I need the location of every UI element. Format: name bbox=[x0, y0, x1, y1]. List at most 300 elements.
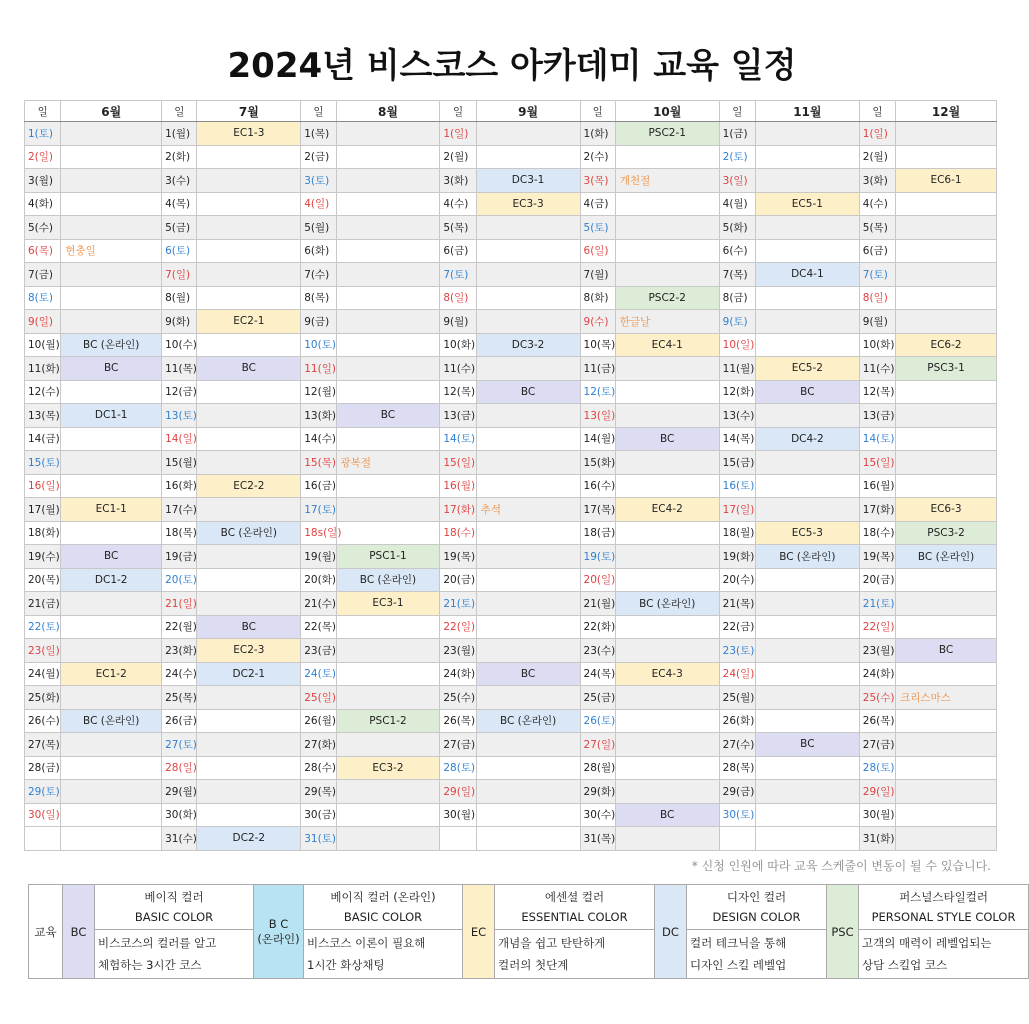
empty-cell bbox=[476, 521, 580, 545]
day-cell: 29(월) bbox=[162, 780, 197, 804]
day-cell: 17(일) bbox=[719, 498, 755, 522]
holiday-cell bbox=[615, 310, 719, 334]
empty-cell bbox=[615, 145, 719, 169]
day-cell bbox=[719, 827, 755, 851]
empty-cell bbox=[197, 169, 301, 193]
legend-desc-line: 디자인 스킬 레벨업 bbox=[690, 958, 787, 972]
event-cell: PSC1-2 bbox=[336, 709, 440, 733]
event-cell: EC1-2 bbox=[61, 662, 162, 686]
day-cell: 17(목) bbox=[580, 498, 615, 522]
day-cell: 9(토) bbox=[719, 310, 755, 334]
day-cell: 14(토) bbox=[859, 427, 895, 451]
empty-cell bbox=[755, 474, 859, 498]
day-cell: 1(목) bbox=[301, 122, 336, 146]
day-cell: 16(일) bbox=[25, 474, 61, 498]
empty-cell bbox=[336, 380, 440, 404]
event-cell: BC bbox=[755, 380, 859, 404]
day-cell: 17(월) bbox=[25, 498, 61, 522]
empty-cell bbox=[336, 662, 440, 686]
empty-cell bbox=[61, 521, 162, 545]
day-cell: 17(화) bbox=[440, 498, 476, 522]
day-cell bbox=[440, 827, 476, 851]
day-cell: 21(수) bbox=[301, 592, 336, 616]
event-cell: EC4-1 bbox=[615, 333, 719, 357]
event-cell: BC bbox=[197, 615, 301, 639]
empty-cell bbox=[896, 568, 997, 592]
day-cell: 31(목) bbox=[580, 827, 615, 851]
legend-course-name bbox=[687, 885, 827, 930]
event-cell: DC4-2 bbox=[755, 427, 859, 451]
event-cell: DC4-1 bbox=[755, 263, 859, 287]
event-cell: DC3-2 bbox=[476, 333, 580, 357]
empty-cell bbox=[336, 780, 440, 804]
day-cell: 24(월) bbox=[25, 662, 61, 686]
day-cell: 21(토) bbox=[859, 592, 895, 616]
empty-cell bbox=[336, 615, 440, 639]
day-cell: 28(토) bbox=[440, 756, 476, 780]
empty-cell bbox=[61, 827, 162, 851]
event-cell: EC1-3 bbox=[197, 122, 301, 146]
calendar-row bbox=[25, 662, 997, 686]
day-cell: 23(수) bbox=[580, 639, 615, 663]
day-column-header: 일 bbox=[301, 101, 336, 122]
empty-cell bbox=[476, 310, 580, 334]
day-cell: 3(토) bbox=[301, 169, 336, 193]
day-cell: 15(일) bbox=[440, 451, 476, 475]
legend-course-name bbox=[304, 885, 463, 930]
day-cell: 13(목) bbox=[25, 404, 61, 428]
day-cell: 11(화) bbox=[25, 357, 61, 381]
empty-cell bbox=[896, 474, 997, 498]
day-cell: 5(목) bbox=[859, 216, 895, 240]
calendar-row bbox=[25, 333, 997, 357]
day-cell: 4(목) bbox=[162, 192, 197, 216]
holiday-cell bbox=[896, 686, 997, 710]
empty-cell bbox=[896, 216, 997, 240]
empty-cell bbox=[755, 568, 859, 592]
day-cell: 18(월) bbox=[719, 521, 755, 545]
empty-cell bbox=[755, 498, 859, 522]
day-cell: 19(토) bbox=[580, 545, 615, 569]
empty-cell bbox=[61, 451, 162, 475]
day-cell: 26(목) bbox=[440, 709, 476, 733]
empty-cell bbox=[336, 122, 440, 146]
empty-cell bbox=[476, 451, 580, 475]
calendar-row bbox=[25, 803, 997, 827]
day-cell: 1(토) bbox=[25, 122, 61, 146]
empty-cell bbox=[476, 427, 580, 451]
calendar-row bbox=[25, 169, 997, 193]
day-cell: 31(토) bbox=[301, 827, 336, 851]
event-cell: PSC3-2 bbox=[896, 521, 997, 545]
empty-cell bbox=[615, 404, 719, 428]
empty-cell bbox=[896, 427, 997, 451]
legend-course-name bbox=[859, 885, 1029, 930]
day-cell: 19(화) bbox=[719, 545, 755, 569]
legend-course-name bbox=[95, 885, 254, 930]
event-cell: BC (온라인) bbox=[615, 592, 719, 616]
holiday-cell bbox=[476, 498, 580, 522]
event-cell: BC (온라인) bbox=[336, 568, 440, 592]
day-cell: 25(일) bbox=[301, 686, 336, 710]
empty-cell bbox=[197, 286, 301, 310]
day-cell: 27(화) bbox=[301, 733, 336, 757]
event-cell: BC (온라인) bbox=[61, 333, 162, 357]
empty-cell bbox=[61, 427, 162, 451]
day-cell: 23(금) bbox=[301, 639, 336, 663]
event-cell: EC6-1 bbox=[896, 169, 997, 193]
day-cell: 11(목) bbox=[162, 357, 197, 381]
day-cell: 14(토) bbox=[440, 427, 476, 451]
calendar-row bbox=[25, 145, 997, 169]
day-cell: 18s(일) bbox=[301, 521, 336, 545]
month-header: 8월 bbox=[336, 101, 440, 122]
day-cell: 20(금) bbox=[440, 568, 476, 592]
empty-cell bbox=[615, 709, 719, 733]
day-cell: 19(목) bbox=[440, 545, 476, 569]
day-cell: 21(토) bbox=[440, 592, 476, 616]
calendar-row bbox=[25, 380, 997, 404]
legend-desc-line: 상담 스킬업 코스 bbox=[862, 958, 948, 972]
day-cell: 6(금) bbox=[440, 239, 476, 263]
day-cell: 12(금) bbox=[162, 380, 197, 404]
day-cell: 3(화) bbox=[440, 169, 476, 193]
legend-desc-line: 체험하는 3시간 코스 bbox=[98, 958, 202, 972]
legend-header-row bbox=[29, 885, 1029, 930]
legend-name-kr: 베이직 컬러 (온라인) bbox=[330, 890, 436, 904]
empty-cell bbox=[336, 427, 440, 451]
day-cell: 11(금) bbox=[580, 357, 615, 381]
day-cell: 29(일) bbox=[859, 780, 895, 804]
day-cell: 7(수) bbox=[301, 263, 336, 287]
day-cell: 28(토) bbox=[859, 756, 895, 780]
empty-cell bbox=[896, 451, 997, 475]
legend-course-name bbox=[495, 885, 655, 930]
day-cell: 14(금) bbox=[25, 427, 61, 451]
day-cell: 11(월) bbox=[719, 357, 755, 381]
day-cell: 10(수) bbox=[162, 333, 197, 357]
day-cell: 4(화) bbox=[25, 192, 61, 216]
day-cell: 28(목) bbox=[719, 756, 755, 780]
empty-cell bbox=[197, 568, 301, 592]
day-cell: 22(화) bbox=[580, 615, 615, 639]
empty-cell bbox=[755, 686, 859, 710]
day-cell: 2(화) bbox=[162, 145, 197, 169]
day-cell: 18(수) bbox=[440, 521, 476, 545]
day-cell: 24(일) bbox=[719, 662, 755, 686]
empty-cell bbox=[615, 521, 719, 545]
empty-cell bbox=[476, 756, 580, 780]
day-cell: 21(월) bbox=[580, 592, 615, 616]
empty-cell bbox=[615, 639, 719, 663]
day-cell: 3(일) bbox=[719, 169, 755, 193]
empty-cell bbox=[61, 592, 162, 616]
day-cell: 13(금) bbox=[440, 404, 476, 428]
empty-cell bbox=[896, 380, 997, 404]
calendar-row bbox=[25, 357, 997, 381]
day-cell: 22(일) bbox=[859, 615, 895, 639]
day-cell: 21(금) bbox=[25, 592, 61, 616]
empty-cell bbox=[476, 286, 580, 310]
event-cell: EC3-1 bbox=[336, 592, 440, 616]
empty-cell bbox=[615, 733, 719, 757]
holiday-cell bbox=[615, 169, 719, 193]
day-cell: 24(수) bbox=[162, 662, 197, 686]
empty-cell bbox=[336, 145, 440, 169]
day-cell: 26(화) bbox=[719, 709, 755, 733]
event-cell: PSC2-2 bbox=[615, 286, 719, 310]
empty-cell bbox=[476, 357, 580, 381]
empty-cell bbox=[336, 239, 440, 263]
calendar-row bbox=[25, 263, 997, 287]
day-cell: 23(토) bbox=[719, 639, 755, 663]
empty-cell bbox=[896, 239, 997, 263]
empty-cell bbox=[896, 615, 997, 639]
empty-cell bbox=[755, 239, 859, 263]
empty-cell bbox=[615, 568, 719, 592]
calendar-row bbox=[25, 498, 997, 522]
empty-cell bbox=[197, 451, 301, 475]
empty-cell bbox=[755, 333, 859, 357]
empty-cell bbox=[197, 263, 301, 287]
day-cell: 16(월) bbox=[859, 474, 895, 498]
legend-name-kr: 퍼스널스타일컬러 bbox=[899, 890, 988, 904]
empty-cell bbox=[336, 192, 440, 216]
day-cell: 26(토) bbox=[580, 709, 615, 733]
empty-cell bbox=[61, 780, 162, 804]
event-cell: EC3-3 bbox=[476, 192, 580, 216]
day-cell: 19(목) bbox=[859, 545, 895, 569]
empty-cell bbox=[755, 756, 859, 780]
empty-cell bbox=[896, 780, 997, 804]
day-cell: 8(금) bbox=[719, 286, 755, 310]
month-header: 11월 bbox=[755, 101, 859, 122]
day-cell: 24(화) bbox=[440, 662, 476, 686]
holiday-cell bbox=[336, 451, 440, 475]
day-cell: 29(화) bbox=[580, 780, 615, 804]
legend-name-kr: 디자인 컬러 bbox=[726, 890, 787, 904]
empty-cell bbox=[755, 827, 859, 851]
day-cell: 22(일) bbox=[440, 615, 476, 639]
empty-cell bbox=[197, 404, 301, 428]
empty-cell bbox=[476, 404, 580, 428]
day-cell: 4(금) bbox=[580, 192, 615, 216]
day-cell: 15(화) bbox=[580, 451, 615, 475]
empty-cell bbox=[197, 780, 301, 804]
empty-cell bbox=[755, 803, 859, 827]
event-cell: BC (온라인) bbox=[197, 521, 301, 545]
empty-cell bbox=[61, 380, 162, 404]
empty-cell bbox=[755, 639, 859, 663]
empty-cell bbox=[476, 145, 580, 169]
day-cell: 2(월) bbox=[440, 145, 476, 169]
event-cell: BC (온라인) bbox=[896, 545, 997, 569]
empty-cell bbox=[336, 216, 440, 240]
empty-cell bbox=[61, 192, 162, 216]
empty-cell bbox=[61, 639, 162, 663]
day-cell: 3(월) bbox=[25, 169, 61, 193]
empty-cell bbox=[336, 286, 440, 310]
event-cell: EC5-3 bbox=[755, 521, 859, 545]
day-cell: 12(수) bbox=[25, 380, 61, 404]
day-cell: 5(수) bbox=[25, 216, 61, 240]
day-cell: 1(일) bbox=[859, 122, 895, 146]
day-cell: 18(화) bbox=[25, 521, 61, 545]
day-cell: 22(목) bbox=[301, 615, 336, 639]
calendar-row bbox=[25, 545, 997, 569]
empty-cell bbox=[896, 192, 997, 216]
day-column-header: 일 bbox=[162, 101, 197, 122]
day-cell: 12(목) bbox=[440, 380, 476, 404]
day-cell: 10(화) bbox=[859, 333, 895, 357]
empty-cell bbox=[896, 263, 997, 287]
empty-cell bbox=[336, 803, 440, 827]
legend-desc-line: 1시간 화상채팅 bbox=[307, 958, 385, 972]
event-cell: EC3-2 bbox=[336, 756, 440, 780]
page-title: 2024년 비스코스 아카데미 교육 일정 bbox=[227, 46, 797, 86]
empty-cell bbox=[896, 709, 997, 733]
empty-cell bbox=[61, 263, 162, 287]
empty-cell bbox=[476, 239, 580, 263]
event-cell: EC6-2 bbox=[896, 333, 997, 357]
empty-cell bbox=[755, 145, 859, 169]
day-cell: 3(목) bbox=[580, 169, 615, 193]
empty-cell bbox=[336, 498, 440, 522]
calendar-row bbox=[25, 709, 997, 733]
calendar-row bbox=[25, 216, 997, 240]
day-cell: 25(수) bbox=[859, 686, 895, 710]
day-cell: 17(수) bbox=[162, 498, 197, 522]
legend-desc-line: 고객의 매력이 레벨업되는 bbox=[862, 936, 992, 950]
empty-cell bbox=[61, 122, 162, 146]
day-cell: 2(수) bbox=[580, 145, 615, 169]
empty-cell bbox=[197, 145, 301, 169]
day-cell: 9(수) bbox=[580, 310, 615, 334]
legend-desc-line: 비스코스 이론이 필요해 bbox=[307, 936, 426, 950]
calendar-row bbox=[25, 286, 997, 310]
day-cell: 19(수) bbox=[25, 545, 61, 569]
day-cell: 24(목) bbox=[580, 662, 615, 686]
day-cell: 13(토) bbox=[162, 404, 197, 428]
day-cell: 23(월) bbox=[859, 639, 895, 663]
day-cell: 20(일) bbox=[580, 568, 615, 592]
day-cell bbox=[25, 827, 61, 851]
day-cell: 15(토) bbox=[25, 451, 61, 475]
month-header: 7월 bbox=[197, 101, 301, 122]
event-cell: BC (온라인) bbox=[755, 545, 859, 569]
day-cell: 2(월) bbox=[859, 145, 895, 169]
legend-description bbox=[495, 930, 655, 979]
day-cell: 16(토) bbox=[719, 474, 755, 498]
day-cell: 23(월) bbox=[440, 639, 476, 663]
empty-cell bbox=[896, 122, 997, 146]
day-cell: 22(월) bbox=[162, 615, 197, 639]
day-cell: 27(목) bbox=[25, 733, 61, 757]
day-cell: 9(월) bbox=[440, 310, 476, 334]
empty-cell bbox=[615, 380, 719, 404]
legend-desc-line: 개념을 쉽고 탄탄하게 bbox=[498, 936, 606, 950]
holiday-label: 크리스마스 bbox=[900, 691, 951, 704]
empty-cell bbox=[896, 803, 997, 827]
empty-cell bbox=[755, 404, 859, 428]
empty-cell bbox=[615, 451, 719, 475]
empty-cell bbox=[476, 686, 580, 710]
empty-cell bbox=[197, 686, 301, 710]
legend-description bbox=[687, 930, 827, 979]
event-cell: BC bbox=[476, 380, 580, 404]
empty-cell bbox=[615, 756, 719, 780]
empty-cell bbox=[755, 592, 859, 616]
day-cell: 7(토) bbox=[440, 263, 476, 287]
calendar-row bbox=[25, 192, 997, 216]
day-cell: 20(토) bbox=[162, 568, 197, 592]
empty-cell bbox=[476, 733, 580, 757]
holiday-label: 개천절 bbox=[619, 174, 651, 187]
calendar-row bbox=[25, 427, 997, 451]
calendar-row bbox=[25, 733, 997, 757]
legend-label: 교육 bbox=[29, 885, 63, 979]
day-cell: 7(토) bbox=[859, 263, 895, 287]
day-cell: 29(토) bbox=[25, 780, 61, 804]
empty-cell bbox=[755, 216, 859, 240]
day-cell: 22(토) bbox=[25, 615, 61, 639]
empty-cell bbox=[61, 169, 162, 193]
day-cell: 6(일) bbox=[580, 239, 615, 263]
calendar-row bbox=[25, 310, 997, 334]
legend-name-kr: 베이직 컬러 bbox=[144, 890, 204, 904]
event-cell: BC bbox=[476, 662, 580, 686]
empty-cell bbox=[61, 803, 162, 827]
legend-desc-line: 컬러 테크닉을 통해 bbox=[690, 936, 787, 950]
empty-cell bbox=[476, 592, 580, 616]
event-cell: PSC3-1 bbox=[896, 357, 997, 381]
day-cell: 4(수) bbox=[440, 192, 476, 216]
day-cell: 6(토) bbox=[162, 239, 197, 263]
day-cell: 19(월) bbox=[301, 545, 336, 569]
day-cell: 19(금) bbox=[162, 545, 197, 569]
day-cell: 24(토) bbox=[301, 662, 336, 686]
empty-cell bbox=[476, 639, 580, 663]
empty-cell bbox=[336, 827, 440, 851]
day-cell: 18(금) bbox=[580, 521, 615, 545]
empty-cell bbox=[615, 263, 719, 287]
event-cell: BC bbox=[896, 639, 997, 663]
event-cell: BC (온라인) bbox=[61, 709, 162, 733]
day-cell: 16(수) bbox=[580, 474, 615, 498]
day-column-header: 일 bbox=[719, 101, 755, 122]
calendar-header-row bbox=[25, 101, 997, 122]
month-header: 6월 bbox=[61, 101, 162, 122]
day-cell: 3(수) bbox=[162, 169, 197, 193]
empty-cell bbox=[336, 733, 440, 757]
legend-name-en: BASIC COLOR bbox=[134, 910, 214, 924]
empty-cell bbox=[615, 216, 719, 240]
day-cell: 21(목) bbox=[719, 592, 755, 616]
calendar-row bbox=[25, 639, 997, 663]
empty-cell bbox=[476, 216, 580, 240]
day-cell: 6(금) bbox=[859, 239, 895, 263]
calendar-row bbox=[25, 239, 997, 263]
empty-cell bbox=[197, 592, 301, 616]
event-cell: BC bbox=[615, 803, 719, 827]
day-cell: 13(일) bbox=[580, 404, 615, 428]
empty-cell bbox=[336, 357, 440, 381]
event-cell: BC bbox=[197, 357, 301, 381]
day-column-header: 일 bbox=[25, 101, 61, 122]
empty-cell bbox=[197, 733, 301, 757]
event-cell: BC bbox=[336, 404, 440, 428]
day-cell: 25(금) bbox=[580, 686, 615, 710]
